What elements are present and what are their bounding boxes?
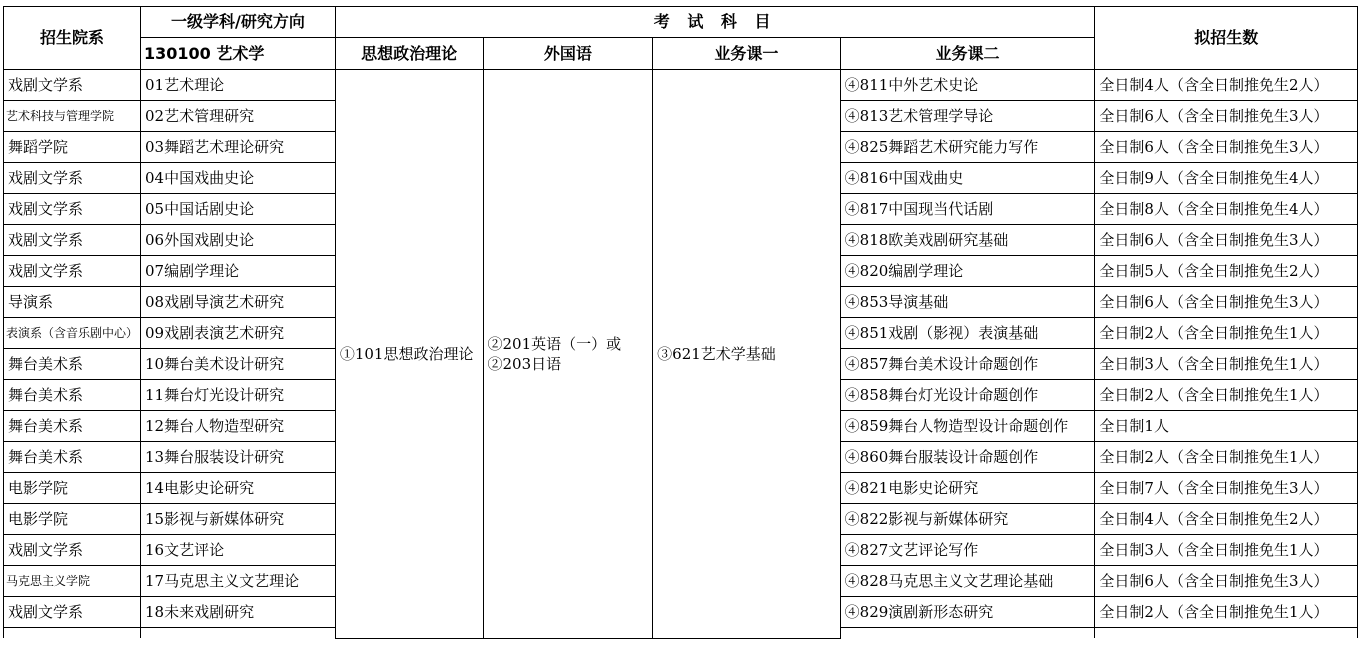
- direction-cell: 05中国话剧史论: [141, 194, 336, 225]
- quota-cell: 全日制9人（含全日制推免生4人）: [1095, 163, 1358, 194]
- direction-cell: 12舞台人物造型研究: [141, 411, 336, 442]
- course1-header: 业务课一: [653, 38, 840, 70]
- quota-cell: 全日制2人（含全日制推免生1人）: [1095, 380, 1358, 411]
- quota-cell: 全日制6人（含全日制推免生3人）: [1095, 566, 1358, 597]
- direction-cell: 09戏剧表演艺术研究: [141, 318, 336, 349]
- dept-cell: 戏剧文学系: [4, 535, 141, 566]
- dept-cell: 戏剧文学系: [4, 70, 141, 101]
- course2-cell: ④858舞台灯光设计命题创作: [840, 380, 1095, 411]
- table-body: [4, 70, 1358, 639]
- exam-subjects-header: 考 试 科 目: [335, 7, 1095, 38]
- direction-cell: 10舞台美术设计研究: [141, 349, 336, 380]
- quota-cell: 全日制3人（含全日制推免生1人）: [1095, 349, 1358, 380]
- course2-cell: ④813艺术管理学导论: [840, 101, 1095, 132]
- direction-cell: [141, 628, 336, 639]
- direction-cell: 14电影史论研究: [141, 473, 336, 504]
- direction-cell: 06外国戏剧史论: [141, 225, 336, 256]
- dept-cell: 戏剧文学系: [4, 163, 141, 194]
- dept-cell: 舞台美术系: [4, 349, 141, 380]
- course2-cell: ④818欧美戏剧研究基础: [840, 225, 1095, 256]
- course2-cell: [840, 628, 1095, 639]
- quota-cell: 全日制7人（含全日制推免生3人）: [1095, 473, 1358, 504]
- language-option-japanese: ②203日语: [487, 354, 562, 373]
- course2-cell: ④825舞蹈艺术研究能力写作: [840, 132, 1095, 163]
- quota-cell: 全日制6人（含全日制推免生3人）: [1095, 287, 1358, 318]
- course2-cell: ④828马克思主义文艺理论基础: [840, 566, 1095, 597]
- quota-header: 拟招生数: [1095, 7, 1358, 70]
- course1-exam-cell: ③621艺术学基础: [653, 70, 840, 639]
- course2-cell: ④822影视与新媒体研究: [840, 504, 1095, 535]
- table-header: [4, 7, 1358, 70]
- language-exam-cell: [483, 70, 653, 639]
- quota-cell: 全日制2人（含全日制推免生1人）: [1095, 442, 1358, 473]
- dept-cell: 戏剧文学系: [4, 256, 141, 287]
- quota-cell: 全日制2人（含全日制推免生1人）: [1095, 318, 1358, 349]
- course2-cell: ④816中国戏曲史: [840, 163, 1095, 194]
- course2-cell: ④860舞台服装设计命题创作: [840, 442, 1095, 473]
- quota-cell: 全日制6人（含全日制推免生3人）: [1095, 225, 1358, 256]
- dept-cell: 电影学院: [4, 473, 141, 504]
- quota-cell: 全日制2人（含全日制推免生1人）: [1095, 597, 1358, 628]
- direction-cell: 07编剧学理论: [141, 256, 336, 287]
- course2-cell: ④853导演基础: [840, 287, 1095, 318]
- course2-cell: ④817中国现当代话剧: [840, 194, 1095, 225]
- direction-cell: 01艺术理论: [141, 70, 336, 101]
- course2-cell: ④821电影史论研究: [840, 473, 1095, 504]
- language-option-english: ②201英语（一）或: [487, 334, 622, 353]
- quota-cell: 全日制4人（含全日制推免生2人）: [1095, 504, 1358, 535]
- course2-cell: ④851戏剧（影视）表演基础: [840, 318, 1095, 349]
- course2-cell: ④859舞台人物造型设计命题创作: [840, 411, 1095, 442]
- course2-cell: ④811中外艺术史论: [840, 70, 1095, 101]
- dept-cell: 电影学院: [4, 504, 141, 535]
- dept-cell: 艺术科技与管理学院: [4, 101, 141, 132]
- course2-cell: ④829演剧新形态研究: [840, 597, 1095, 628]
- dept-cell: 戏剧文学系: [4, 597, 141, 628]
- direction-cell: 16文艺评论: [141, 535, 336, 566]
- politics-exam-cell: ①101思想政治理论: [335, 70, 483, 639]
- direction-cell: 08戏剧导演艺术研究: [141, 287, 336, 318]
- dept-cell: [4, 628, 141, 639]
- dept-cell: 表演系（含音乐剧中心）: [4, 318, 141, 349]
- direction-cell: 13舞台服装设计研究: [141, 442, 336, 473]
- direction-cell: 02艺术管理研究: [141, 101, 336, 132]
- quota-cell: 全日制5人（含全日制推免生2人）: [1095, 256, 1358, 287]
- dept-cell: 舞台美术系: [4, 411, 141, 442]
- direction-cell: 03舞蹈艺术理论研究: [141, 132, 336, 163]
- quota-cell: 全日制3人（含全日制推免生1人）: [1095, 535, 1358, 566]
- direction-cell: 18未来戏剧研究: [141, 597, 336, 628]
- dept-cell: 舞蹈学院: [4, 132, 141, 163]
- language-header: 外国语: [483, 38, 653, 70]
- quota-cell: 全日制4人（含全日制推免生2人）: [1095, 70, 1358, 101]
- course2-header: 业务课二: [840, 38, 1095, 70]
- quota-cell: 全日制1人: [1095, 411, 1358, 442]
- discipline-header: 一级学科/研究方向: [141, 7, 336, 38]
- course2-cell: ④820编剧学理论: [840, 256, 1095, 287]
- quota-cell: [1095, 628, 1358, 639]
- dept-cell: 导演系: [4, 287, 141, 318]
- course2-cell: ④827文艺评论写作: [840, 535, 1095, 566]
- quota-cell: 全日制8人（含全日制推免生4人）: [1095, 194, 1358, 225]
- dept-header: 招生院系: [4, 7, 141, 70]
- direction-cell: 04中国戏曲史论: [141, 163, 336, 194]
- direction-cell: 11舞台灯光设计研究: [141, 380, 336, 411]
- direction-cell: 17马克思主义文艺理论: [141, 566, 336, 597]
- dept-cell: 舞台美术系: [4, 442, 141, 473]
- table-row: [4, 70, 1358, 101]
- direction-cell: 15影视与新媒体研究: [141, 504, 336, 535]
- dept-cell: 舞台美术系: [4, 380, 141, 411]
- quota-cell: 全日制6人（含全日制推免生3人）: [1095, 132, 1358, 163]
- discipline-code: 130100 艺术学: [141, 38, 336, 70]
- dept-cell: 马克思主义学院: [4, 566, 141, 597]
- quota-cell: 全日制6人（含全日制推免生3人）: [1095, 101, 1358, 132]
- course2-cell: ④857舞台美术设计命题创作: [840, 349, 1095, 380]
- dept-cell: 戏剧文学系: [4, 225, 141, 256]
- dept-cell: 戏剧文学系: [4, 194, 141, 225]
- politics-header: 思想政治理论: [335, 38, 483, 70]
- admissions-table: [3, 6, 1358, 639]
